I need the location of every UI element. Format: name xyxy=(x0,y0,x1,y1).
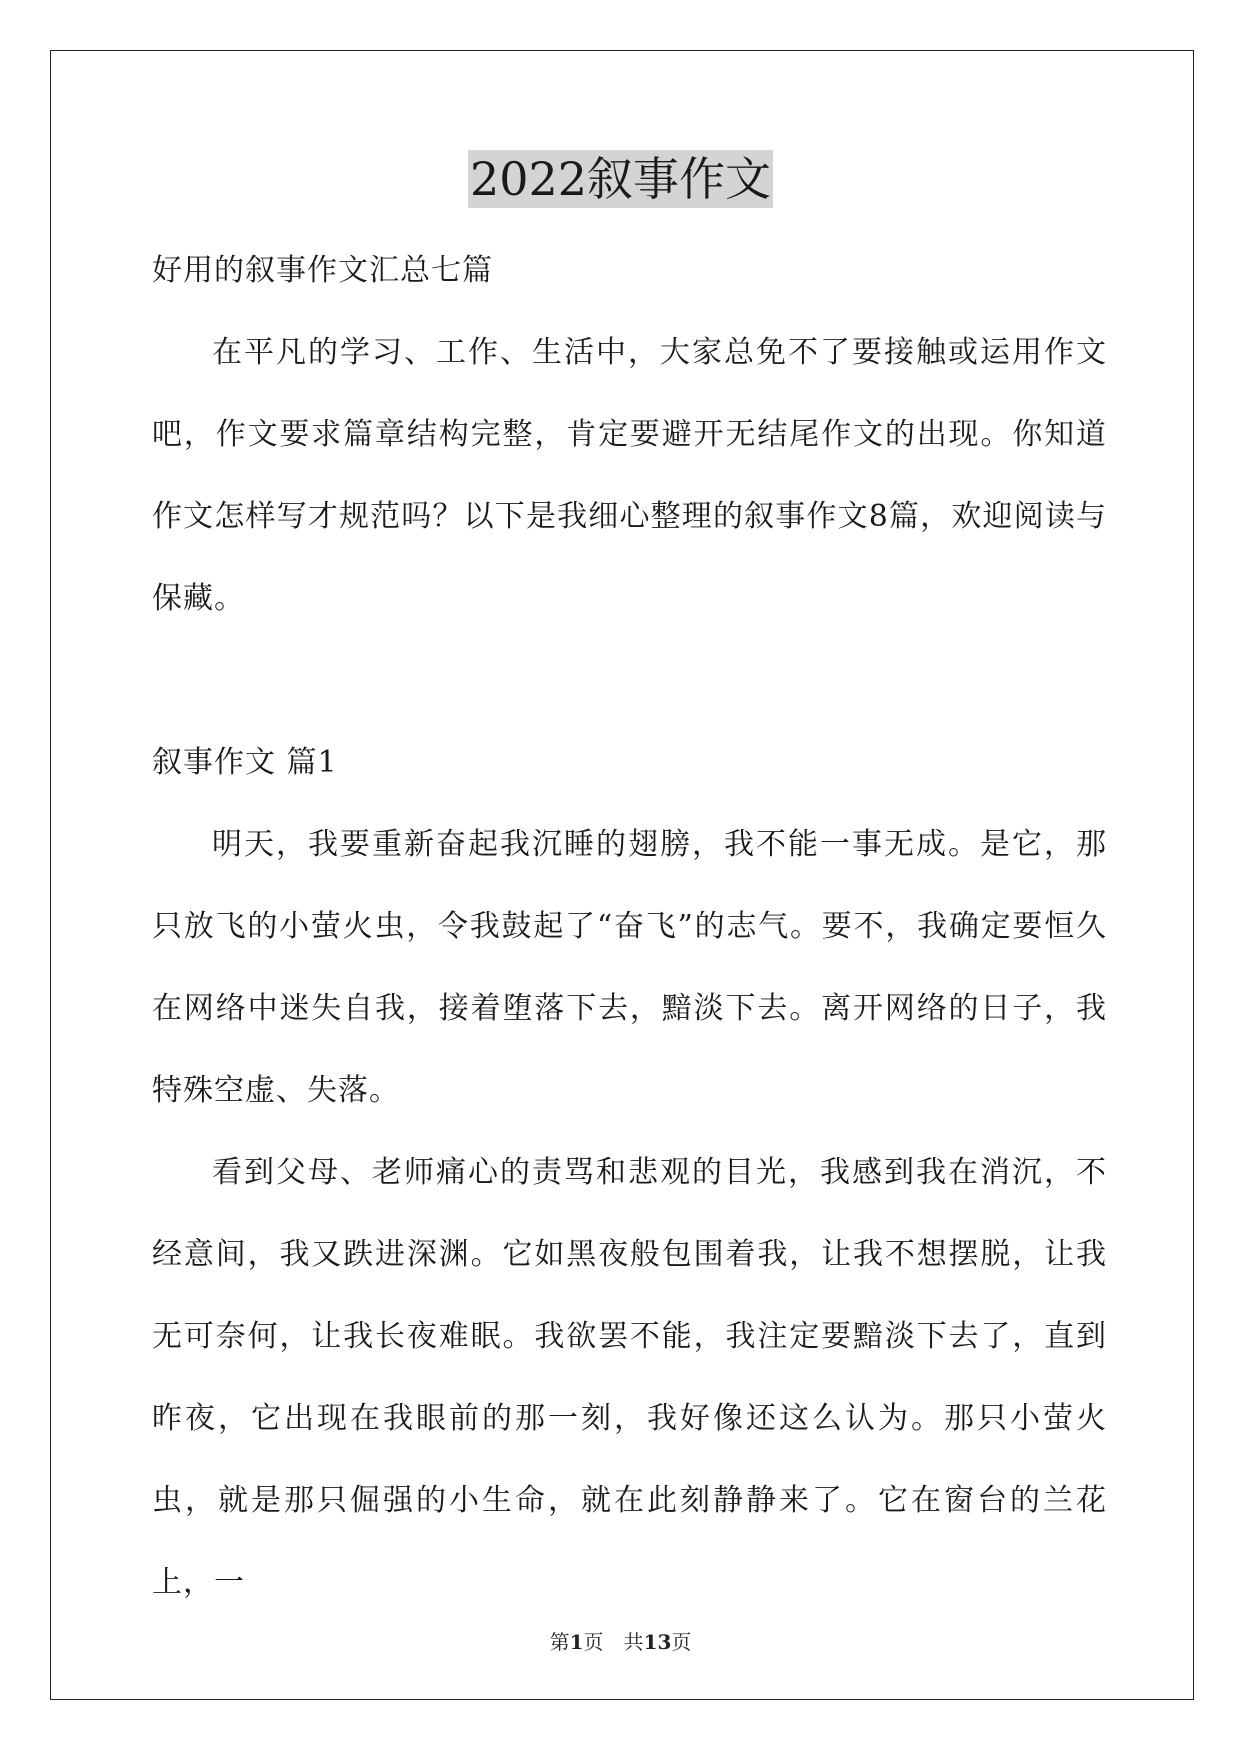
page-prefix: 第 xyxy=(549,1630,570,1654)
page-total: 13 xyxy=(643,1630,672,1654)
body-paragraph-2: 看到父母、老师痛心的责骂和悲观的目光，我感到我在消沉，不经意间，我又跌进深渊。它如黑夜般包围着我，让我不想摆脱，让我无可奈何，让我长夜难眠。我欲罢不能，我注定要黯淡下去了，直到昨夜，它出现在我眼前的那一刻，我好像还这么认为。那只小萤火虫，就是那只倔强的小生命，就在此刻静静来了。它在窗台的兰花上，一 xyxy=(152,1155,1107,1600)
section-heading: 叙事作文 篇1 xyxy=(152,745,338,780)
intro-paragraph: 在平凡的学习、工作、生活中，大家总免不了要接触或运用作文吧，作文要求篇章结构完整，肯定要避开无结尾作文的出现。你知道作文怎样写才规范吗？以下是我细心整理的叙事作文8篇，欢迎阅读与保藏。 xyxy=(152,335,1107,616)
page-number: 1 xyxy=(569,1630,584,1654)
document-title: 2022叙事作文 xyxy=(469,152,772,206)
document-title-container xyxy=(0,150,1241,208)
page-suffix: 页 xyxy=(671,1630,692,1654)
document-body xyxy=(152,230,1107,1624)
page-mid: 页 共 xyxy=(583,1630,644,1654)
page-footer xyxy=(0,1626,1241,1655)
document-subtitle: 好用的叙事作文汇总七篇 xyxy=(152,253,493,288)
body-paragraph-1: 明天，我要重新奋起我沉睡的翅膀，我不能一事无成。是它，那只放飞的小萤火虫，令我鼓起了“奋飞”的志气。要不，我确定要恒久在网络中迷失自我，接着堕落下去，黯淡下去。离开网络的日子，我特殊空虚、失落。 xyxy=(152,827,1107,1108)
